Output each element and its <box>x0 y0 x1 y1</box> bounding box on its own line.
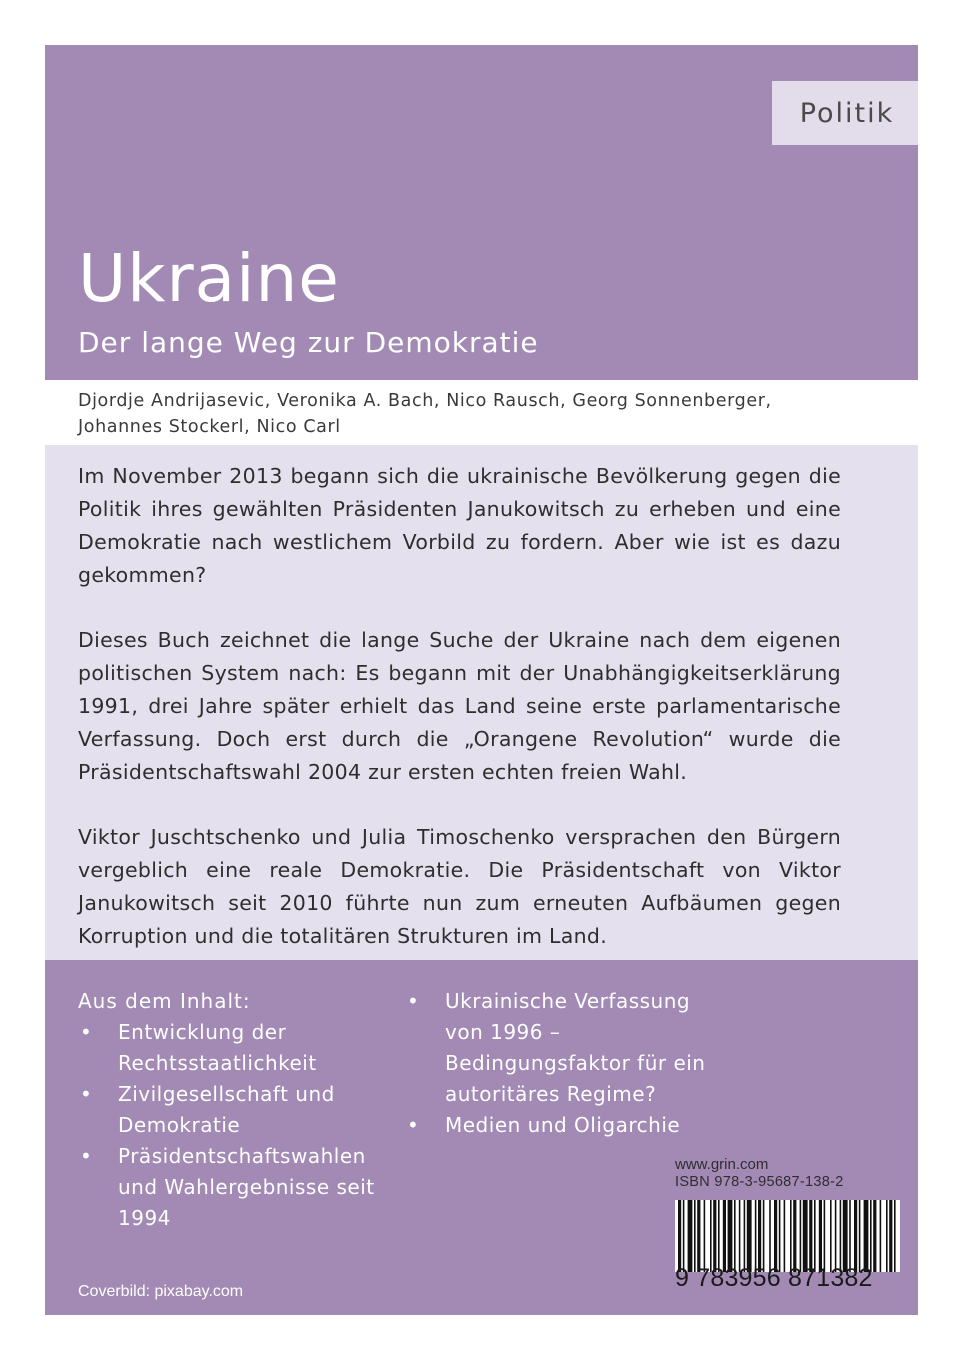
barcode-bar <box>835 1200 837 1272</box>
header-panel <box>45 45 918 380</box>
barcode-bar <box>793 1200 796 1272</box>
list-item-text: Präsidentschaftswahlen und Wahlergebnisse seit 1994 <box>118 1144 375 1230</box>
list-item <box>78 1017 408 1079</box>
cover-credit: Coverbild: pixabay.com <box>78 1283 244 1300</box>
barcode-icon <box>675 1200 900 1272</box>
bullet-icon: • <box>407 1113 420 1137</box>
authors-line: Djordje Andrijasevic, Veronika A. Bach, Nico Rausch, Georg Sonnenberger, <box>78 391 772 411</box>
barcode-bar <box>873 1200 876 1272</box>
list-item <box>405 1110 735 1141</box>
bullet-icon: • <box>80 1020 93 1044</box>
barcode-bar <box>803 1200 808 1272</box>
barcode-bar <box>854 1200 857 1272</box>
publisher-website: www.grin.com <box>675 1156 769 1173</box>
blurb-panel <box>45 445 918 960</box>
barcode-bar <box>744 1200 746 1272</box>
barcode-bar <box>769 1200 771 1272</box>
barcode-bar <box>886 1200 888 1272</box>
barcode-bar <box>800 1200 802 1272</box>
barcode-bar <box>819 1200 822 1272</box>
barcode-bar <box>728 1200 733 1272</box>
category-tab <box>772 81 918 145</box>
barcode-bar <box>710 1200 712 1272</box>
authors <box>78 388 898 440</box>
bullet-icon: • <box>407 989 420 1013</box>
barcode-bar <box>755 1200 757 1272</box>
barcode-bar <box>723 1200 726 1272</box>
barcode-bar <box>824 1200 826 1272</box>
barcode-bar <box>870 1200 872 1272</box>
barcode-bar <box>809 1200 812 1272</box>
contents-list-right <box>405 986 735 1141</box>
list-item-text: Ukrainische Verfassung von 1996 – Bedingungsfaktor für ein autoritäres Regime? <box>445 989 706 1106</box>
bullet-icon: • <box>80 1144 93 1168</box>
authors-line: Johannes Stockerl, Nico Carl <box>78 417 341 437</box>
contents-list-left <box>78 1017 408 1234</box>
barcode-bar <box>784 1200 786 1272</box>
blurb-text <box>78 460 841 985</box>
barcode-bar <box>747 1200 752 1272</box>
barcode-bar <box>894 1200 896 1272</box>
barcode-bar <box>859 1200 861 1272</box>
barcode-bar <box>880 1200 882 1272</box>
barcode-bar <box>790 1200 792 1272</box>
barcode-bar <box>840 1200 842 1272</box>
blurb-paragraph: Im November 2013 begann sich die ukrainische Bevölkerung gegen die Politik ihres gewählten Präsidenten Janukowitsch zu erheben und eine Demokratie nach westlichem Vorbild zu fordern. Aber wie ist es dazu gekommen? <box>78 464 841 587</box>
contents-heading: Aus dem Inhalt: <box>78 989 251 1013</box>
category-label: Politik <box>799 97 895 129</box>
barcode-bar <box>718 1200 720 1272</box>
blurb-paragraph: Viktor Juschtschenko und Julia Timoschenko versprachen den Bürgern vergeblich eine reale Demokratie. Die Präsidentschaft von Viktor Janukowitsch seit 2010 führte nun zum erneuten Aufbäumen gegen Korruption und die totalitären Strukturen im Land. <box>78 825 841 948</box>
barcode-digits: 9 783956 871382 <box>675 1264 873 1292</box>
blurb-paragraph: Dieses Buch zeichnet die lange Suche der Ukraine nach dem eigenen politischen System nach: Es begann mit der Unabhängigkeitserklärung 1991, drei Jahre später erhielt das Land seine erste parlamentarische Verfassung. Doch erst durch die „Orangene Revolution“ wurde die Präsidentschaftswahl 2004 zur ersten echten freien Wahl. <box>78 628 841 784</box>
barcode-bar <box>849 1200 851 1272</box>
barcode-bar <box>704 1200 706 1272</box>
barcode-bar <box>683 1200 685 1272</box>
barcode-bar <box>734 1200 736 1272</box>
contents-panel <box>45 960 918 1315</box>
barcode-bar <box>688 1200 693 1272</box>
barcode-bar <box>864 1200 869 1272</box>
book-back-cover <box>45 45 918 1315</box>
barcode-bar <box>774 1200 777 1272</box>
barcode-bar <box>763 1200 765 1272</box>
barcode-bar <box>739 1200 741 1272</box>
barcode-bar <box>843 1200 848 1272</box>
barcode-bar <box>758 1200 761 1272</box>
list-item <box>78 1079 408 1141</box>
bullet-icon: • <box>80 1082 93 1106</box>
list-item-text: Entwicklung der Rechtsstaatlichkeit <box>118 1020 317 1075</box>
barcode-bar <box>694 1200 696 1272</box>
list-item <box>405 986 735 1110</box>
list-item <box>78 1141 408 1234</box>
barcode-bar <box>678 1200 681 1272</box>
list-item-text: Zivilgesellschaft und Demokratie <box>118 1082 335 1137</box>
isbn-label: ISBN 978-3-95687-138-2 <box>675 1174 844 1190</box>
barcode-bar <box>830 1200 832 1272</box>
list-item-text: Medien und Oligarchie <box>445 1113 681 1137</box>
barcode-bar <box>713 1200 716 1272</box>
barcode-area <box>675 1174 900 1294</box>
barcode-bar <box>814 1200 816 1272</box>
book-subtitle: Der lange Weg zur Demokratie <box>78 326 539 359</box>
barcode-bar <box>779 1200 781 1272</box>
barcode-bar <box>889 1200 892 1272</box>
barcode-bar <box>697 1200 700 1272</box>
book-title: Ukraine <box>78 240 340 317</box>
